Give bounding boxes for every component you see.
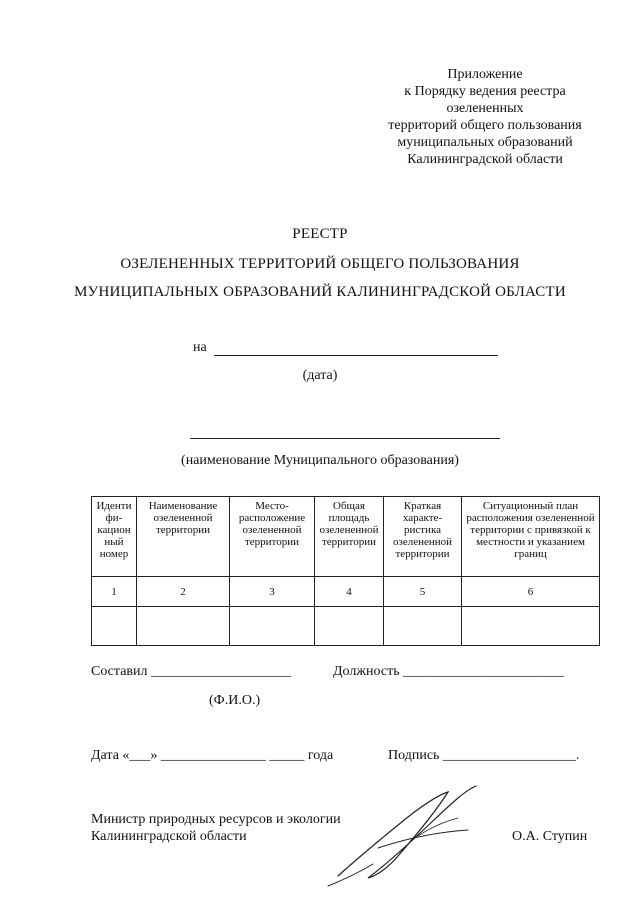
position-field: Должность _______________________ bbox=[333, 664, 565, 679]
table-header-cell: Иденти фи- кацион ный номер bbox=[92, 497, 137, 577]
table-header-cell: Ситуационный план расположения озелененной территории с привязкой к местности и указанием границ bbox=[462, 497, 600, 577]
fio-caption: (Ф.И.О.) bbox=[209, 693, 261, 708]
date-input-line[interactable] bbox=[214, 355, 498, 356]
municipality-caption: (наименование Муниципального образования) bbox=[181, 453, 459, 468]
minister-name: О.А. Ступин bbox=[512, 829, 588, 844]
column-number-cell: 3 bbox=[230, 577, 315, 607]
appendix-line: муниципальных образований bbox=[397, 135, 573, 150]
appendix-line: территорий общего пользования bbox=[388, 118, 582, 133]
column-number-cell: 6 bbox=[462, 577, 600, 607]
table-header-cell: Наименование озелененной территории bbox=[137, 497, 230, 577]
table-header-row bbox=[92, 497, 600, 577]
table-header-cell: Место- расположение озелененной территории bbox=[230, 497, 315, 577]
date-signed-field: Дата «___» _______________ _____ года bbox=[91, 748, 334, 763]
column-number-cell: 4 bbox=[315, 577, 384, 607]
document-title: РЕЕСТР bbox=[292, 226, 348, 242]
appendix-line: озелененных bbox=[446, 101, 524, 116]
table-cell[interactable] bbox=[315, 607, 384, 646]
compiled-by-field: Составил ____________________ bbox=[91, 664, 291, 679]
minister-title-line2: Калининградской области bbox=[91, 829, 247, 844]
signature-field: Подпись ___________________. bbox=[388, 748, 580, 763]
column-number-cell: 5 bbox=[384, 577, 462, 607]
table-cell[interactable] bbox=[137, 607, 230, 646]
table-header-cell: Краткая характе- ристика озелененной территории bbox=[384, 497, 462, 577]
column-number-cell: 1 bbox=[92, 577, 137, 607]
table-row bbox=[92, 577, 600, 607]
appendix-line: Калининградской области bbox=[407, 152, 563, 167]
table-header-cell: Общая площадь озелененной территории bbox=[315, 497, 384, 577]
table-cell[interactable] bbox=[384, 607, 462, 646]
date-caption: (дата) bbox=[302, 368, 338, 383]
date-prefix: на bbox=[193, 340, 207, 355]
municipality-input-line[interactable] bbox=[190, 438, 500, 439]
table-cell[interactable] bbox=[462, 607, 600, 646]
table-row bbox=[92, 607, 600, 646]
document-subtitle-line1: ОЗЕЛЕНЕННЫХ ТЕРРИТОРИЙ ОБЩЕГО ПОЛЬЗОВАНИЯ bbox=[120, 256, 520, 272]
registry-table bbox=[91, 496, 600, 646]
appendix-line: к Порядку ведения реестра bbox=[404, 84, 566, 99]
minister-title-line1: Министр природных ресурсов и экологии bbox=[91, 812, 341, 827]
appendix-block bbox=[360, 66, 610, 168]
table-cell[interactable] bbox=[92, 607, 137, 646]
appendix-line: Приложение bbox=[447, 67, 523, 82]
document-subtitle-line2: МУНИЦИПАЛЬНЫХ ОБРАЗОВАНИЙ КАЛИНИНГРАДСКОЙ ОБЛАСТИ bbox=[74, 284, 566, 300]
table-cell[interactable] bbox=[230, 607, 315, 646]
column-number-cell: 2 bbox=[137, 577, 230, 607]
